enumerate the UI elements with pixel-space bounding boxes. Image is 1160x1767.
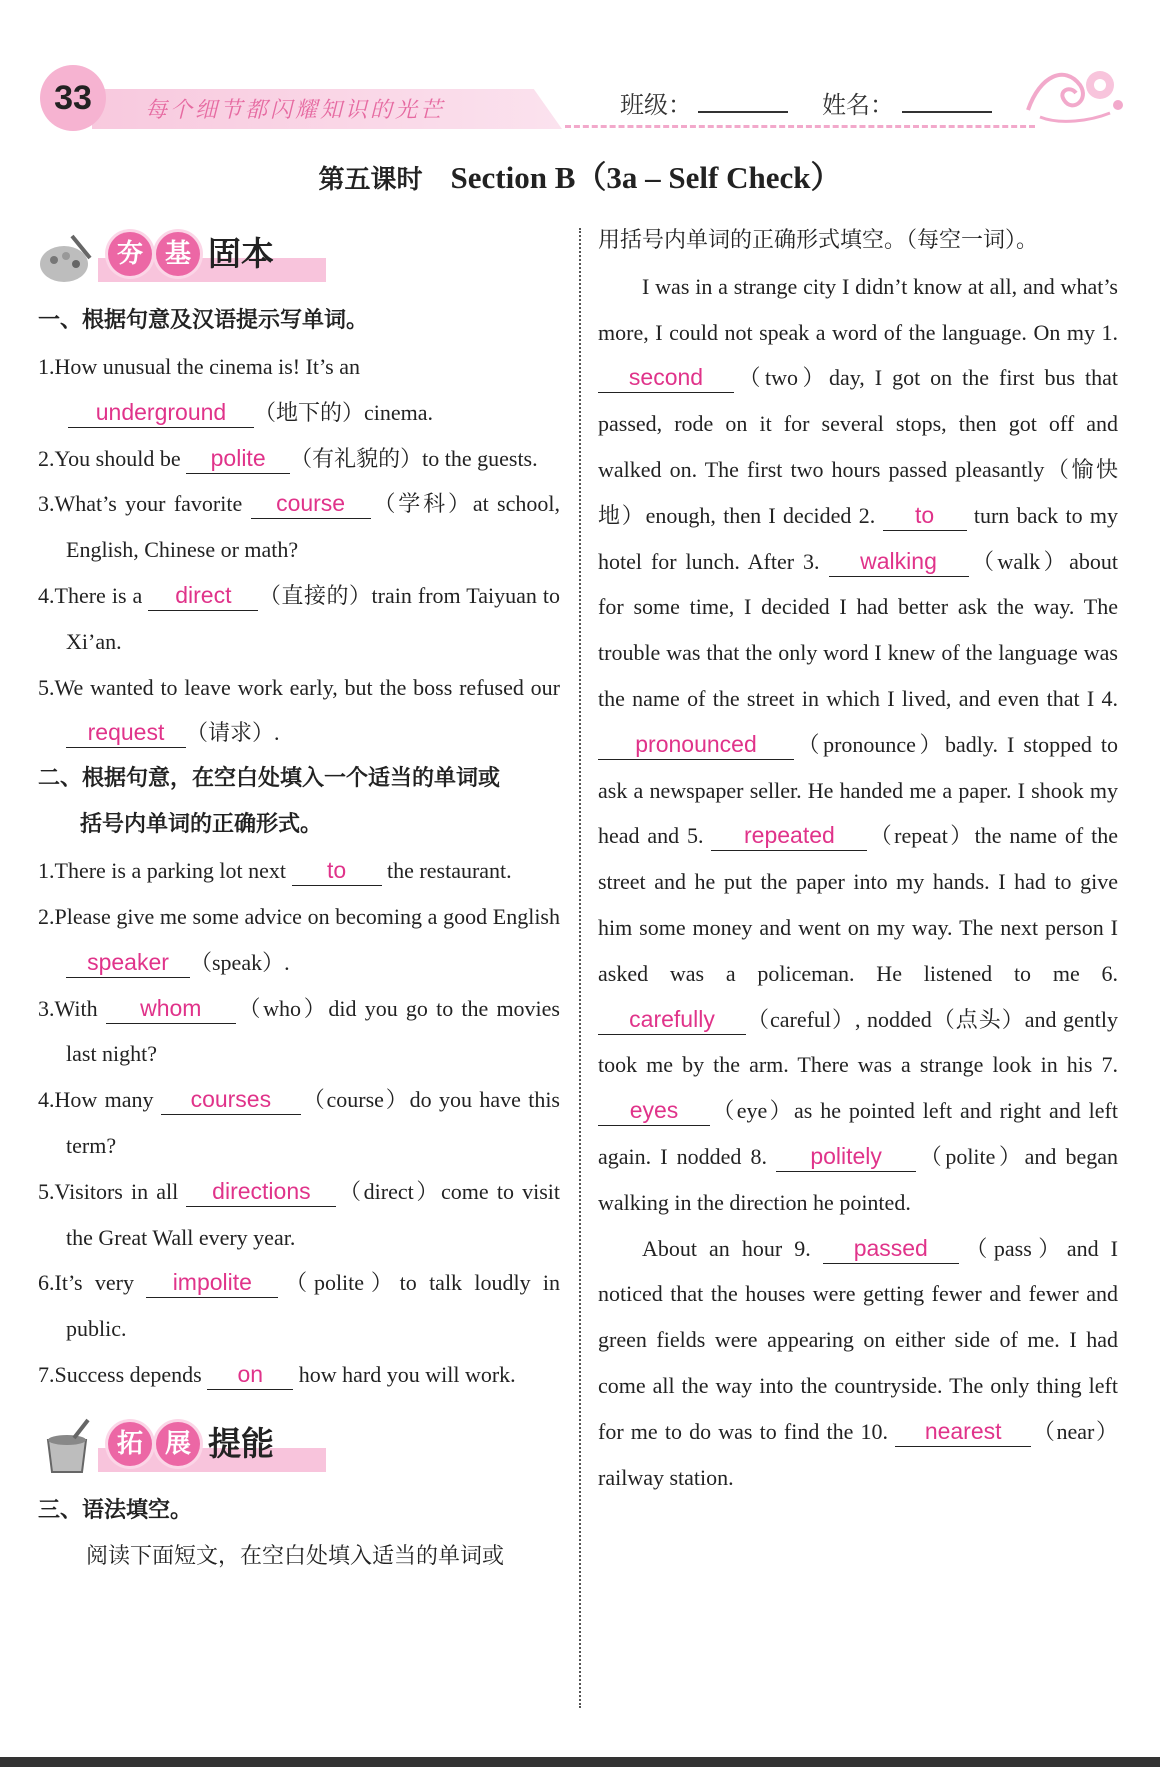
answer-blank[interactable]: impolite xyxy=(146,1267,278,1298)
answer-blank-1[interactable]: second xyxy=(598,362,734,393)
palette-icon xyxy=(38,228,96,286)
part2-item-1: 1.There is a parking lot next to the restaurant. xyxy=(38,848,560,894)
part1-item-5: 5.We wanted to leave work early, but the boss refused our request （请求）. xyxy=(38,665,560,757)
name-field[interactable] xyxy=(902,111,992,113)
answer-blank[interactable]: whom xyxy=(106,993,236,1024)
column-divider xyxy=(579,228,581,1708)
answer-blank[interactable]: course xyxy=(251,488,371,519)
bottom-bar xyxy=(0,1757,1160,1767)
part2-item-3: 3.With whom （who）did you go to the movies last night? xyxy=(38,994,560,1067)
slogan: 每个细节都闪耀知识的光芒 xyxy=(145,98,446,123)
passage-paragraph-2: About an hour 9. passed （pass）and I noticed that the houses were getting fewer and fewer and green fields were appearing on either side of me. I had come all the way into the countryside. The only thing left for me to do was to find the 10. nearest （near）railway station. xyxy=(598,1234,1118,1490)
answer-blank[interactable]: speaker xyxy=(66,947,190,978)
name-label: 姓名： xyxy=(822,91,894,119)
answer-blank[interactable]: underground xyxy=(68,397,254,428)
class-label: 班级： xyxy=(620,91,692,119)
banner-word: 固本 xyxy=(208,234,274,273)
right-column xyxy=(598,218,1118,1500)
banner-basic xyxy=(38,218,560,298)
answer-blank-10[interactable]: nearest xyxy=(895,1416,1031,1447)
part2-item-6: 6.It’s very impolite （polite）to talk loudly in public. xyxy=(38,1269,561,1342)
part1-item-2: 2.You should be polite （有礼貌的）to the guests. xyxy=(38,436,560,482)
paint-bucket-icon xyxy=(38,1418,96,1476)
banner-char-2: 展 xyxy=(156,1422,200,1466)
answer-blank[interactable]: polite xyxy=(186,443,290,474)
answer-blank[interactable]: on xyxy=(207,1359,293,1390)
part2-item-5: 5.Visitors in all directions （direct）come to visit the Great Wall every year. xyxy=(38,1177,560,1250)
answer-blank[interactable]: courses xyxy=(161,1084,301,1115)
banner-extend xyxy=(38,1408,560,1488)
answer-blank-4[interactable]: pronounced xyxy=(598,729,794,760)
part1-item-4: 4.There is a direct （直接的）train from Taiyuan to Xi’an. xyxy=(38,581,560,654)
answer-blank-6[interactable]: carefully xyxy=(598,1004,746,1035)
part2-item-7: 7.Success depends on how hard you will work. xyxy=(38,1352,560,1398)
part3-heading: 三、语法填空。 xyxy=(38,1497,193,1523)
answer-blank-9[interactable]: passed xyxy=(823,1233,959,1264)
answer-blank[interactable]: to xyxy=(292,855,382,886)
lesson-number: 第五课时 xyxy=(318,165,423,195)
left-column xyxy=(38,234,561,1580)
answer-blank[interactable]: direct xyxy=(148,580,258,611)
answer-blank-5[interactable]: repeated xyxy=(711,820,867,851)
banner-char-1: 夯 xyxy=(108,232,152,276)
answer-blank-2[interactable]: to xyxy=(883,500,967,531)
part1-item-3: 3.What’s your favorite course （学科）at school, English, Chinese or math? xyxy=(38,490,560,563)
banner-char-2: 基 xyxy=(156,232,200,276)
page-header xyxy=(40,55,1125,140)
part1-item-1: 1.How unusual the cinema is! It’s an underground （地下的）cinema. xyxy=(38,344,560,436)
answer-blank-3[interactable]: walking xyxy=(829,546,969,577)
part3-instruction: 阅读下面短文，在空白处填入适当的单词或 xyxy=(86,1543,505,1569)
class-field[interactable] xyxy=(698,111,788,113)
lesson-title xyxy=(0,152,1160,197)
header-dashed-line xyxy=(565,125,1035,128)
part2-item-4: 4.How many courses （course）do you have this term? xyxy=(38,1086,560,1158)
answer-blank-7[interactable]: eyes xyxy=(598,1095,710,1126)
page-number: 33 xyxy=(40,65,106,131)
banner-word: 提能 xyxy=(208,1423,274,1463)
part2-heading: 二、根据句意，在空白处填入一个适当的单词或 括号内单词的正确形式。 xyxy=(38,766,501,838)
passage-paragraph-1: I was in a strange city I didn’t know at all, and what’s more, I could not speak a word of the language. On my 1. second （two）day, I got on the first bus that passed, rode on it for several stops, then got off and walked on. The first two hours passed pleasantly（愉快地）enough, then I decided 2. to turn back to my hotel for lunch. After 3. walking （walk）about for some time, I decided I had better ask the way. The trouble was that the only word I knew of the language was the name of the street in which I lived, and even that I 4. pronounced （pronounce）badly. I stopped to ask a newspaper seller. He handed me a paper. I shook my head and 5. repeated （repeat）the name of the street and he put the paper into my hands. I had to give him some money and went on my way. The next person I asked was a policeman. He listened to me 6. carefully （careful）, nodded（点头）and gently took me by the arm. There was a strange look in his 7. eyes （eye）as he pointed left and right and left again. I nodded 8. politely （polite）and began walking in the direction he pointed. xyxy=(598,273,1118,1215)
part1-heading: 一、根据句意及汉语提示写单词。 xyxy=(38,308,369,333)
lesson-section: Section B（3a – Self Check） xyxy=(450,160,842,195)
answer-blank-8[interactable]: politely xyxy=(776,1141,916,1172)
part3-instruction-cont: 用括号内单词的正确形式填空。（每空一词）。 xyxy=(598,228,1039,253)
part2-item-2: 2.Please give me some advice on becoming a good English speaker （speak）. xyxy=(38,894,560,986)
flower-ornament-icon xyxy=(1020,55,1125,125)
answer-blank[interactable]: directions xyxy=(186,1176,336,1207)
answer-blank[interactable]: request xyxy=(66,717,186,748)
banner-char-1: 拓 xyxy=(108,1422,152,1466)
